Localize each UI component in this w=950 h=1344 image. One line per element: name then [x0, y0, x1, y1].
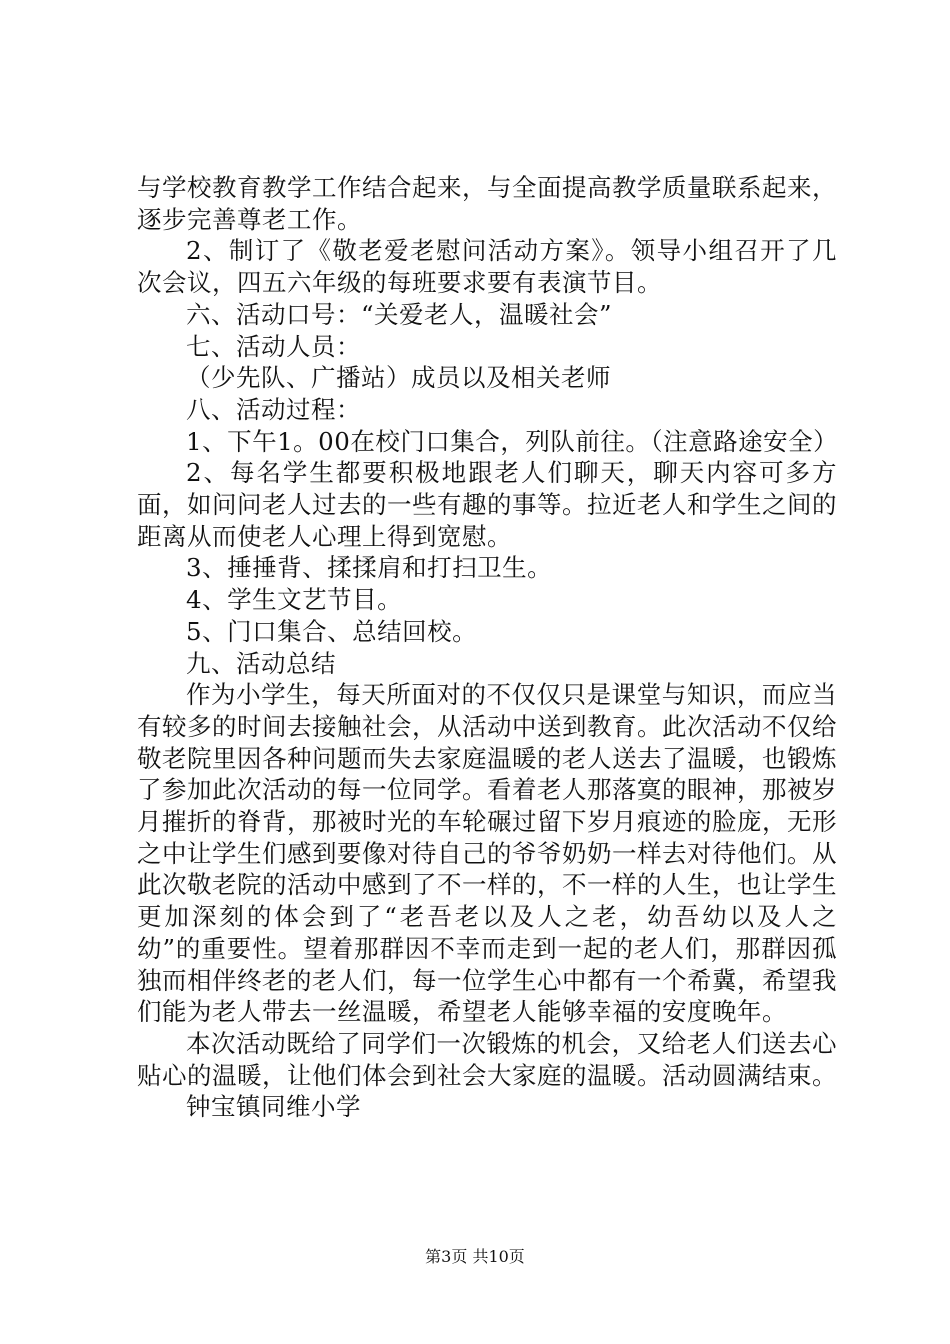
document-body: [137, 172, 837, 1123]
heading-process: 八、活动过程：: [186, 394, 361, 424]
heading-slogan: 六、活动口号：“关爱老人，温暖社会”: [186, 299, 613, 329]
process-step-4: 4、学生文艺节目。: [186, 585, 403, 615]
process-step-2: 2、每名学生都要积极地跟老人们聊天，聊天内容可多方面，如问问老人过去的一些有趣的事等。拉近老人和学生之间的距离从而使老人心理上得到宽慰。: [137, 458, 837, 551]
process-step-3: 3、捶捶背、揉揉肩和打扫卫生。: [186, 553, 553, 583]
page-number-footer: 第3页 共10页: [425, 1247, 525, 1266]
process-step-1: 1、下午1。00在校门口集合，列队前往。（注意路途安全）: [186, 426, 839, 456]
paragraph-continuation: 与学校教育教学工作结合起来，与全面提高教学质量联系起来，逐步完善尊老工作。: [137, 173, 837, 234]
paragraph-conclusion: 本次活动既给了同学们一次锻炼的机会，又给老人们送去心贴心的温暖，让他们体会到社会大家庭的温暖。活动圆满结束。: [137, 1028, 837, 1090]
process-step-5: 5、门口集合、总结回校。: [186, 616, 478, 646]
paragraph-participants: （少先队、广播站）成员以及相关老师: [186, 363, 611, 393]
heading-participants: 七、活动人员：: [186, 331, 361, 361]
paragraph-summary: 作为小学生，每天所面对的不仅仅只是课堂与知识，而应当有较多的时间去接触社会，从活动中送到教育。此次活动不仅给敬老院里因各种问题而失去家庭温暖的老人送去了温暖，也锻炼了参加此次活动的每一位同学。看着老人那落寞的眼神，那被岁月摧折的脊背，那被时光的车轮碾过留下岁月痕迹的脸庞，无形之中让学生们感到要像对待自己的爷爷奶奶一样去对待他们。从此次敬老院的活动中感到了不一样的，不一样的人生，也让学生更加深刻的体会到了“老吾老以及人之老，幼吾幼以及人之幼”的重要性。望着那群因不幸而走到一起的老人们，那群因孤独而相伴终老的老人们，每一位学生心中都有一个希冀，希望我们能为老人带去一丝温暖，希望老人能够幸福的安度晚年。: [137, 680, 837, 1027]
paragraph-plan: 2、制订了《敬老爱老慰问活动方案》。领导小组召开了几次会议，四五六年级的每班要求要有表演节目。: [137, 236, 837, 298]
signature-school: 钟宝镇同维小学: [186, 1092, 361, 1122]
heading-summary: 九、活动总结: [186, 648, 336, 678]
